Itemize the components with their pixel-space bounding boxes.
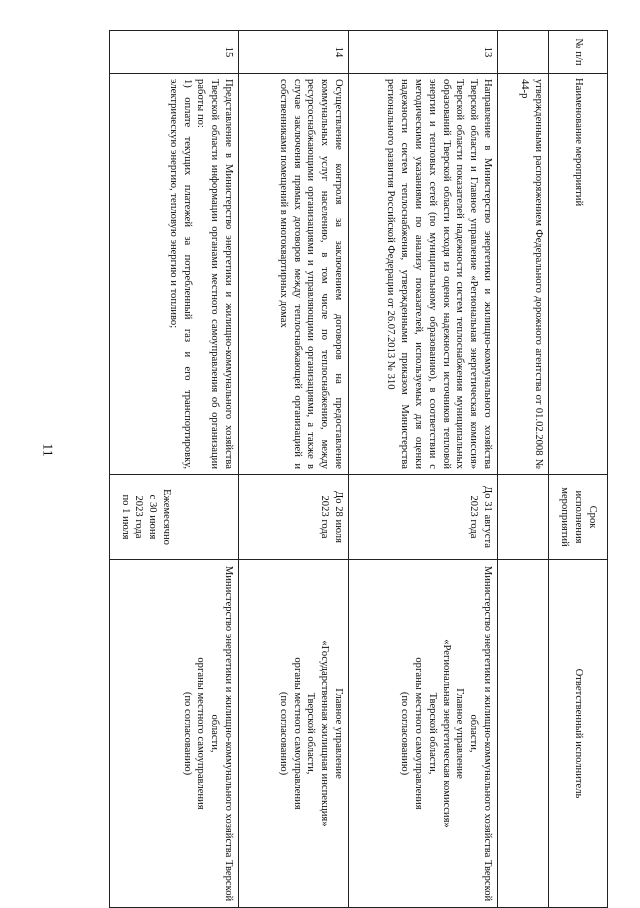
term-block <box>118 480 174 554</box>
row-responsible <box>349 560 498 908</box>
responsible-line: Главное управление <box>454 688 466 779</box>
row-number: 14 <box>239 31 349 74</box>
responsible-line: Министерство энергетики и жилищно-коммунального хозяйства Тверской области, <box>209 565 235 902</box>
row-name <box>110 74 239 475</box>
table-row <box>349 31 498 908</box>
row-name-part: Представление в Министерство энергетики и жилищно-коммунального хозяйства Тверской области информации органами местного самоуправления об организации работы по: <box>195 79 235 469</box>
row-number: 15 <box>110 31 239 74</box>
row-responsible <box>110 560 239 908</box>
term-line: До 31 августа <box>482 486 494 548</box>
term-line: 2023 года <box>468 495 480 539</box>
responsible-line: (по согласованию) <box>398 691 410 776</box>
term-line: До 28 июля <box>333 491 345 543</box>
table-row <box>110 31 239 908</box>
term-line: Ежемесячно <box>161 489 173 545</box>
responsible-line: Министерство энергетики и жилищно-коммунального хозяйства Тверской области, <box>468 565 494 902</box>
header-responsible: Ответственный исполнитель <box>549 560 608 908</box>
row-responsible <box>498 560 549 908</box>
rotated-page <box>100 30 608 902</box>
header-number: № п/п <box>549 31 608 74</box>
row-number: 13 <box>349 31 498 74</box>
row-name: утвержденными распоряжением Федерального дорожного агентства от 01.02.2008 № 44-р <box>498 74 549 475</box>
row-name-part: 1) оплате текущих платежей за потребленный газ и его транспортировку, электрическую энергию, тепловую энергию и топливо; <box>167 79 193 469</box>
row-responsible <box>239 560 349 908</box>
responsible-line: органы местного самоуправления <box>291 657 303 810</box>
term-line: с 30 июня <box>147 494 159 540</box>
row-name: Осуществление контроля за заключением договоров на предоставление коммунальных услуг населению, в том числе по теплоснабжению, между ресурсоснабжающими организациями и управляющими организациями, а также в случае заключения прямых договоров между теплоснабжающей организацией и собственниками помещений в многоквартирных домах <box>239 74 349 475</box>
responsible-line: (по согласованию) <box>181 691 193 776</box>
row-number <box>498 31 549 74</box>
responsible-line: органы местного самоуправления <box>412 657 424 810</box>
header-name: Наименование мероприятий <box>549 74 608 475</box>
row-term <box>349 475 498 560</box>
activities-table <box>109 30 608 908</box>
table-row <box>239 31 349 908</box>
row-term <box>239 475 349 560</box>
table-row <box>498 31 549 908</box>
responsible-line: Тверской области, <box>305 692 317 775</box>
responsible-line: «Региональная энергетическая комиссия» <box>440 639 452 828</box>
row-term <box>110 475 239 560</box>
responsible-line: Тверской области, <box>426 692 438 775</box>
term-line: 2023 года <box>319 495 331 539</box>
responsible-line: «Государственная жилищная инспекция» <box>319 640 331 827</box>
term-line: по 1 июля <box>119 494 131 540</box>
row-name: Направление в Министерство энергетики и жилищно-коммунального хозяйства Тверской области и Главное управление «Региональная энергетическая комиссия» Тверской области показателей надежности систем теплоснабжения муниципальных образований Тверской области исходя из оценок надежности источников тепловой энергии и тепловых сетей (по муниципальному образованию), в соответствии с методическими указаниями по анализу показателей, используемых для оценки надежности систем теплоснабжения, утвержденными приказом Министерства регионального развития Российской Федерации от 26.07.2013 № 310 <box>349 74 498 475</box>
responsible-line: органы местного самоуправления <box>195 657 207 810</box>
term-line: 2023 года <box>133 495 145 539</box>
page-number: 11 <box>39 443 55 457</box>
row-term <box>498 475 549 560</box>
responsible-line: Главное управление <box>333 688 345 779</box>
responsible-line: (по согласованию) <box>277 691 289 776</box>
header-term: Срок исполнения мероприятий <box>549 475 608 560</box>
table-header-row <box>549 31 608 908</box>
